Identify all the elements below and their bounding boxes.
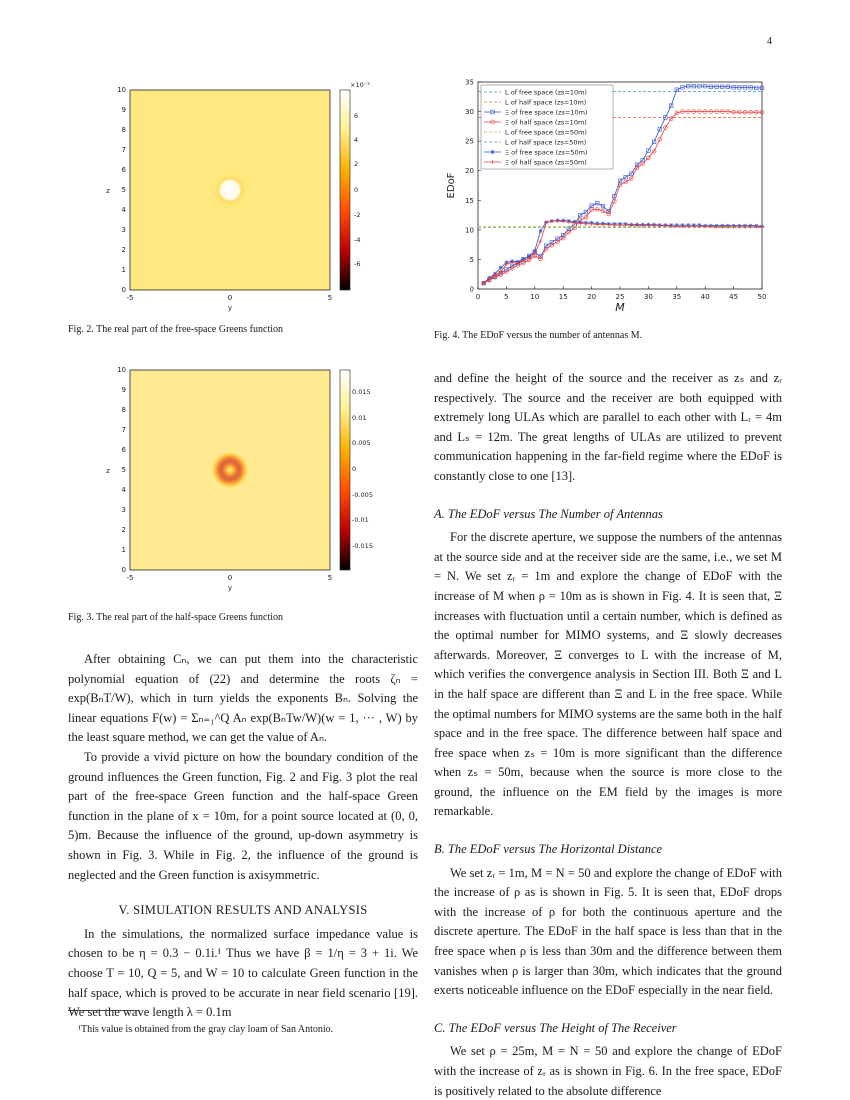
fig2-ytick: 4 [121, 206, 126, 214]
fig3-cbar-tick: -0.01 [352, 516, 369, 524]
fig3-ytick: 2 [121, 526, 126, 534]
fig4-ytick-label: 25 [465, 137, 474, 146]
fig4-xtick-label: 45 [729, 293, 739, 301]
fig3-ytick: 5 [121, 466, 126, 474]
fig3-cbar-tick: 0.005 [352, 439, 371, 447]
fig4-ylabel: EDoF [446, 172, 457, 199]
figure-2 [100, 76, 390, 316]
fig3-xtick: 0 [227, 574, 233, 582]
left-column [68, 650, 418, 1023]
fig3-cbar-tick: -0.015 [352, 542, 373, 550]
footnote: ¹This value is obtained from the gray clay loam of San Antonio. [78, 1024, 334, 1035]
fig3-xtick: -5 [126, 574, 134, 582]
fig3-cbar-tick: 0 [352, 465, 357, 473]
fig3-ytick: 4 [121, 486, 126, 494]
fig4-xtick-label: 50 [757, 293, 767, 301]
fig2-ytick: 2 [121, 246, 126, 254]
fig2-xtick: 5 [327, 294, 333, 302]
fig3-xlabel: y [227, 584, 233, 592]
left-paragraph-3: In the simulations, the normalized surface impedance value is chosen to be η = 0.3 − 0.1i.¹ Thus we have β = 1/η = 3 + 1i. We choose T = 10, Q = 5, and W = 10 to calculate Green function in the half space, which is proved to be accurate in near field scenario [19]. We set the wave length λ = 0.1m [68, 926, 418, 1020]
subsection-a-heading: A. The EDoF versus The Number of Antennas [434, 506, 663, 521]
fig3-ytick: 0 [121, 566, 126, 574]
fig2-ytick: 9 [121, 106, 126, 114]
fig2-cbar-tick: 2 [354, 160, 359, 168]
fig4-caption: Fig. 4. The EDoF versus the number of antennas M. [434, 330, 643, 341]
fig4-xtick-label: 20 [587, 293, 597, 301]
subsection-c-heading: C. The EDoF versus The Height of The Receiver [434, 1020, 677, 1035]
fig2-ytick: 6 [121, 166, 126, 174]
fig3-caption: Fig. 3. The real part of the half-space Greens function [68, 612, 284, 623]
fig4-legend-label: L of half space (zs=10m) [505, 98, 587, 107]
fig2-xlabel: y [227, 304, 233, 312]
fig2-colorbar-exponent: ×10⁻³ [350, 81, 370, 89]
fig2-xtick: 0 [227, 294, 233, 302]
right-paragraph-b: We set zᵣ = 1m, M = N = 50 and explore the change of EDoF with the increase of ρ as is shown in Fig. 5. It is seen that, EDoF drops with the increase of ρ for both the continuous aperture and the discrete aperture. The EDoF in the half space is less than that in the free space when ρ is less than 30m and the difference between them vanishes when ρ is larger than 30m, which indicates that the ground exerts noticeable influence on the EDoF especially in the near field. [434, 865, 782, 998]
left-paragraph-2: To provide a vivid picture on how the boundary condition of the ground influences the Green function, Fig. 2 and Fig. 3 plot the real part of the free-space Green function and the half-space Green function in the plane of x = 10m, for a point source located at (0, 0, 5)m. Because the influence of the ground, up-down asymmetry is shown in Fig. 3. While in Fig. 2, the influence of the ground is neglected and the Green function is axisymmetric. [68, 749, 418, 882]
right-column [434, 369, 782, 1100]
page-number: 4 [767, 36, 772, 47]
fig2-cbar-tick: -4 [354, 236, 361, 244]
fig2-cbar-tick: -6 [354, 260, 361, 268]
fig4-legend-label: L of free space (zs=50m) [505, 128, 587, 137]
fig2-ytick: 8 [121, 126, 126, 134]
fig4-xtick-label: 0 [475, 293, 481, 301]
fig3-ytick: 3 [121, 506, 126, 514]
footnote-rule [68, 1010, 138, 1011]
fig2-center-spot [214, 174, 246, 206]
figure-4-chart [440, 74, 780, 320]
fig2-cbar-tick: -2 [354, 211, 361, 219]
fig3-ytick: 9 [121, 386, 126, 394]
fig2-ylabel: z [106, 187, 110, 195]
fig4-ytick-label: 10 [465, 226, 474, 235]
fig4-point [499, 266, 503, 270]
right-paragraph-a: For the discrete aperture, we suppose the numbers of the antennas at the source side and at the receiver side are the same, i.e., we set M = N. We set zᵣ = 1m and explore the change of EDoF with the increase of M when ρ = 10m as is shown in Fig. 4. It is seen that, Ξ increases with fluctuation until a certain number, which is defined as the optimal number for MIMO systems, and Ξ slowly decreases afterwards. Moreover, Ξ converges to L with the increase of M, which verifies the convergence analysis in Section III. Both Ξ and L in the half space are different than Ξ and L in the free space. While the optimal numbers for MIMO systems are the same both in the half space and in the free space. The difference between half space and free space when zₛ = 10m is more significant than the difference when zₛ = 50m, because when the source is more close to the ground, the influence on the EM field by the images is more remarkable. [434, 530, 782, 819]
fig4-point [538, 229, 542, 233]
fig2-cbar-tick: 0 [354, 186, 359, 194]
fig3-ytick: 10 [117, 366, 126, 374]
fig2-ytick: 3 [121, 226, 126, 234]
left-paragraph-1: After obtaining Cₙ, we can put them into the characteristic polynomial equation of (22) and determine the roots ζₙ = exp(BₙT/W), which in turn yields the exponents Bₙ. Solving the linear equations F(w) = Σₙ₌₁^Q Aₙ exp(BₙTw/W)(w = 1, ··· , W) by the least square method, we can get the value of Aₙ. [68, 652, 418, 745]
fig3-ylabel: z [106, 467, 110, 475]
fig4-ytick-label: 20 [465, 167, 474, 176]
fig4-xtick-label: 15 [558, 293, 568, 301]
figure-3 [100, 356, 390, 596]
fig2-ytick: 0 [121, 286, 126, 294]
fig4-legend-label: L of free space (zs=10m) [505, 88, 587, 97]
fig4-legend-label: Ξ of free space (zs=50m) [505, 148, 588, 157]
fig2-xtick: -5 [126, 294, 134, 302]
fig3-ytick: 6 [121, 446, 126, 454]
fig4-ytick-label: 5 [469, 255, 474, 264]
fig4-ytick-label: 0 [469, 285, 474, 294]
fig4-xtick-label: 10 [530, 293, 540, 301]
fig4-legend-label: Ξ of half space (zs=10m) [505, 118, 587, 127]
section-heading: V. SIMULATION RESULTS AND ANALYSIS [118, 903, 368, 918]
right-paragraph-c: We set ρ = 25m, M = N = 50 and explore the change of EDoF with the increase of zᵣ as is shown in Fig. 6. In the free space, EDoF is positively related to the absolute difference [434, 1044, 782, 1098]
fig3-ytick: 1 [121, 546, 126, 554]
fig4-point [491, 150, 495, 154]
subsection-b-heading: B. The EDoF versus The Horizontal Distance [434, 842, 663, 857]
fig2-ytick: 10 [117, 86, 126, 94]
fig2-colorbar [340, 90, 350, 290]
fig2-ytick: 7 [121, 146, 126, 154]
fig4-xtick-label: 5 [504, 293, 509, 301]
fig3-ytick: 8 [121, 406, 126, 414]
fig3-cbar-tick: -0.005 [352, 491, 373, 499]
fig4-xtick-label: 35 [672, 293, 682, 301]
fig4-ytick-label: 15 [465, 196, 474, 205]
fig3-xtick: 5 [327, 574, 333, 582]
fig2-cbar-tick: 4 [354, 136, 359, 144]
fig3-ytick: 7 [121, 426, 126, 434]
fig2-ytick: 5 [121, 186, 126, 194]
fig4-ytick-label: 30 [465, 108, 474, 117]
fig2-cbar-tick: 6 [354, 112, 359, 120]
fig4-xtick-label: 30 [643, 293, 653, 301]
fig3-cbar-tick: 0.015 [352, 388, 371, 396]
fig4-xtick-label: 25 [615, 293, 625, 301]
fig2-ytick: 1 [121, 266, 126, 274]
fig4-legend-label: L of half space (zs=50m) [505, 138, 587, 147]
fig4-xtick-label: 40 [700, 293, 710, 301]
fig4-xlabel: M [615, 301, 625, 314]
fig3-colorbar [340, 370, 350, 570]
fig4-legend-label: Ξ of free space (zs=10m) [505, 108, 588, 117]
fig3-cbar-tick: 0.01 [352, 414, 367, 422]
fig4-ytick-label: 35 [465, 78, 474, 87]
fig2-caption: Fig. 2. The real part of the free-space Greens function [68, 324, 284, 335]
right-paragraph-0: and define the height of the source and the receiver as zₛ and zᵣ respectively. The source and the receiver are both equipped with extremely long ULAs which are parallel to each other with Lᵣ = 4m and Lₛ = 12m. The great lengths of ULAs are utilized to prevent communication happening in the far-field regime where the EDoF is constantly close to one [13]. [434, 371, 782, 483]
fig2-y-ticks [117, 86, 126, 294]
fig4-legend-label: Ξ of half space (zs=50m) [505, 158, 587, 167]
